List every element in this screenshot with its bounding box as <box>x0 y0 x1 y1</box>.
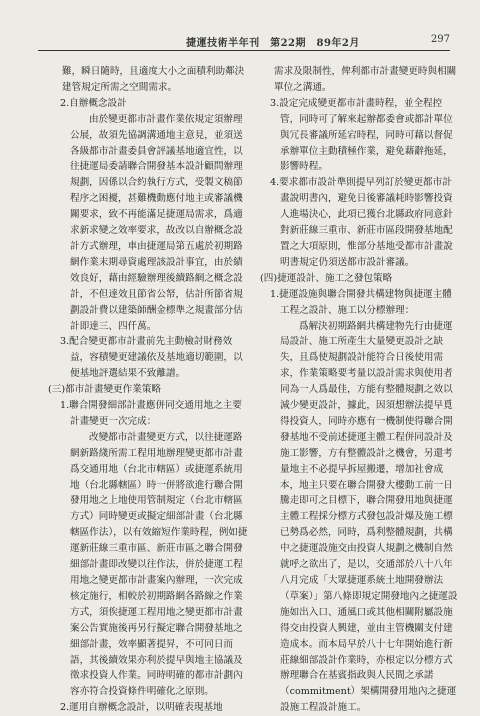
list-item: 1.聯合開發細部計畫應併同交通用地之主要計畫變更一次完成： <box>48 398 248 430</box>
journal-title: 捷運技術半年刊 第22期 89年2月 <box>153 34 393 49</box>
list-item: 2.運用自辦概念設計，以明確表現基地 <box>48 700 248 716</box>
section-heading: (四)捷運設計、施工之發包策略 <box>260 271 460 287</box>
list-item: 2.自辦概念設計 <box>48 96 248 112</box>
right-column <box>260 64 460 716</box>
list-item: 3.配合變更都市計畫前先主動檢討財務效益，容積變更建議依及基地適切範圍，以便基地評選結果不致離譜。 <box>48 334 248 382</box>
list-item: 3.設定完成變更都市計畫時程，並全程控管，同時可了解來起辦都委會或都計單位與冗長審議所延宕時程，同時可藉以督促承辦單位主動積極作業，避免藉辭拖延，影響時程。 <box>260 96 460 176</box>
paragraph: 改變都市計畫變更方式，以往捷運路網新路綫所需工程用地辦理變更都市計畫爲交通用地（台北市轄區）或捷運系統用地（台北縣轄區）時一併將欲進行聯合開發用地之上地使用管制規定（台北市轄區方式）同時變更或擬定細部計畫（台北縣轄區作法），以有效縮短作業時程，例如捷運新莊線三重市區、新莊市區之聯合開發細部計畫即改變以往作法，併於捷運工程用地之變更都市計畫案內辦理，一次完成核定施行，相較於初期路網各路線之作業方式，須俟捷運工程用地之變更都市計畫案公告實施後再另行擬定聯合開發基地之細部計畫，效率顯著提昇，不可同日而語，其後續效果亦利於提早與地主協議及徵求投資人作業。同時明確的都市計劃內容亦符合投資條件明確化之原則。 <box>48 430 248 700</box>
list-item: 1.捷運設施與聯合開發共構建物與捷運主體工程之設計、施工以分標辦理： <box>260 287 460 319</box>
page-header <box>38 34 450 51</box>
section-heading: (三)都市計畫變更作業策略 <box>48 382 248 398</box>
paragraph: 需求及限制性，俾利都市計畫變更時與相關單位之溝通。 <box>260 64 460 96</box>
paragraph: 由於變更都市計畫作業依規定須辦理公展，故須先協調溝通地主意見，並須送各級都市計畫委員會評議基地適宜性，以往捷運局委請聯合開發基本設計顧問辦理規劃，因係以合約執行方式，受製文稿節程序之困擾，甚難機動應付地主或審議機關要求，致不再能滿足捷運局需求，爲適求新求變之效率要求，故改以自辦概念設計方式辦理，車由捷運局第五處於初期路網作業末期尋資處理該設計事宜，由於績效良好，藉由經驗辦理後續路網之概念設計，不但達效且節省公帑，估計所節省規劃設計費以建築師酬金標準之規畫部分估計即達三、四仟萬。 <box>48 112 248 335</box>
paragraph: 難，瞬日隨時，且適度大小之面積利助鄰決建管規定所需之空間需求。 <box>48 64 248 96</box>
left-column <box>48 64 248 716</box>
page-number: 297 <box>431 34 450 45</box>
paragraph: 爲解決初期路網共構建物先行由捷運局設計、施工所產生大量變更設計之缺失，且爲使規劃設計能符合日後使用需求，作業策略要考量以設計需求與使用者同為一人爲最佳，方能有整體規劃之效以減少變更設計，據此，因須想辦法提早覓得投資人，同時亦應有一機制使得聯合開發基地不受前述捷運主體工程併同設計及施工影響，方有整體設計之機會，另還考量地主不必提早拆屋搬遷，增加社會成本，地主只要在聯合開發大樓動工前一日騰走即可之目標下，聯合開發用地與捷運主體工程採分標方式發包設計爆及施工標已勢爲必然，同時，爲利整體規劃，共構中之捷運設施交由投資人規劃之機制自然就呼之欲出了，是以，交通部於八十八年八月完成「大眾捷運系統土地開發辦法（草案）」第八條即規定開發地內之捷運設施如出入口、通風口或其他相關附屬設施得交由投資人興建，並由主管機關支付建造成本。而本局早於八十七年開始進行新莊線細部設計作業時，亦根定以分標方式辦理聯合在基賓指政與人民間之承諾（commitment）架構開發用地內之捷運設施工程設計施工。 <box>260 319 460 716</box>
list-item: 4.要求都市設計準則提早列訂於變更都市計畫說明書內，避免日後審議耗時影響投資人進場決心，此項已獲台北縣政府同意針對新莊線三重市、新莊市區段開發基地配置之大項原則，惟部分基地受都市計畫說明書規定仍須送都市設計審議。 <box>260 175 460 270</box>
